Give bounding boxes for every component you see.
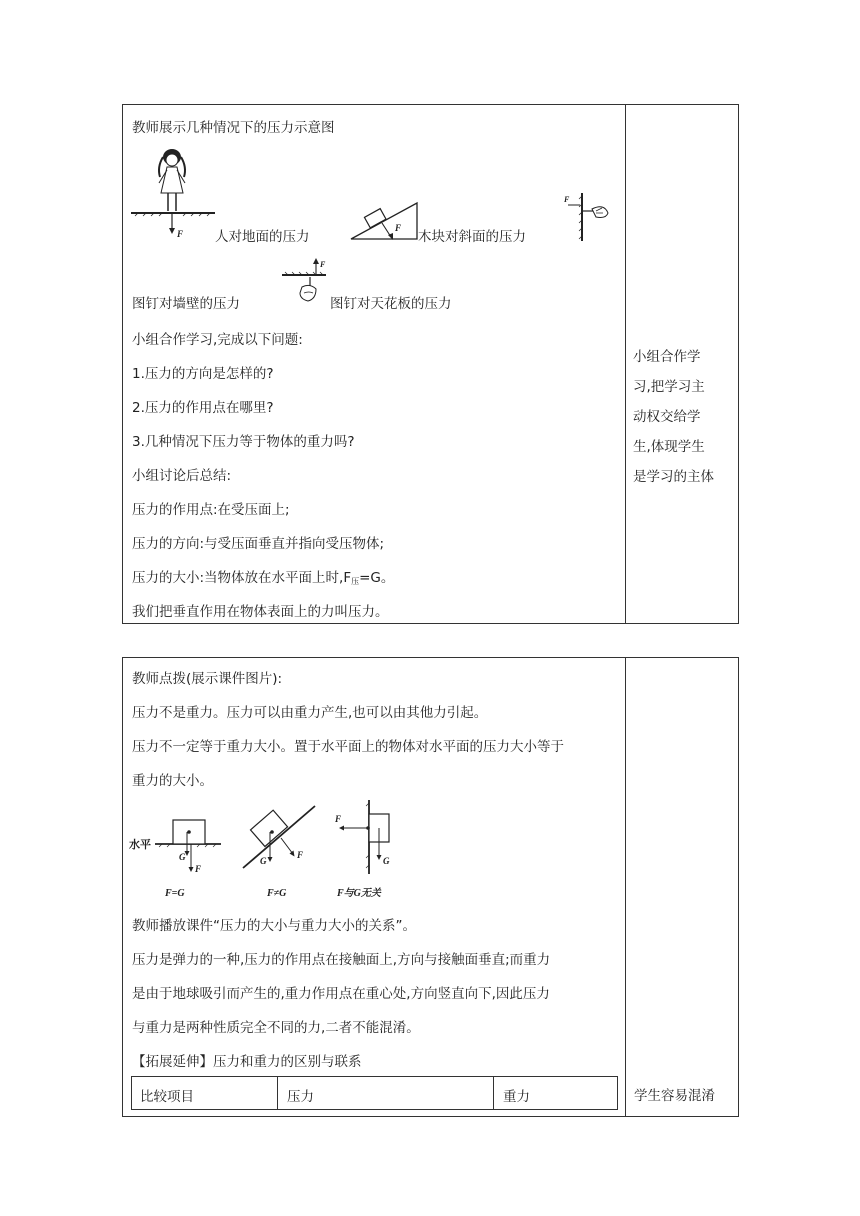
comparison-divider [277, 1077, 278, 1109]
column-divider [625, 105, 626, 623]
f-label: F [195, 864, 202, 874]
force-comparison-figure [129, 798, 409, 903]
svg-text:F: F [177, 229, 184, 238]
question-2: 2.压力的作用点在哪里? [132, 400, 274, 416]
pressure-subscript: 压 [351, 577, 360, 586]
person-pressure-figure [129, 143, 219, 238]
lesson-table-1 [122, 104, 739, 624]
explanation-line-2: 是由于地球吸引而产生的,重力作用点在重心处,方向竖直向下,因此压力 [132, 986, 550, 1002]
courseware-line: 教师播放课件“压力的大小与重力大小的关系”。 [132, 918, 416, 934]
question-3: 3.几种情况下压力等于物体的重力吗? [132, 434, 355, 450]
summary-intro: 小组讨论后总结: [132, 468, 232, 484]
side-note-2: 学生容易混淆 [634, 1088, 715, 1104]
wall-nail-figure [562, 191, 617, 243]
unrelated-label: F与G无关 [337, 888, 381, 899]
horizontal-label: 水平 [129, 838, 151, 851]
gravity-header: 重力 [503, 1089, 530, 1105]
explanation-line-3: 与重力是两种性质完全不同的力,二者不能混淆。 [132, 1020, 420, 1036]
neq-label: F≠G [267, 888, 287, 899]
pressure-size-suffix: =G。 [359, 570, 395, 586]
svg-text:F: F [320, 260, 326, 269]
f-label: F [335, 814, 342, 824]
compare-item-header: 比较项目 [140, 1089, 194, 1105]
pressure-direction: 压力的方向:与受压面垂直并指向受压物体; [132, 536, 385, 552]
not-gravity-line: 压力不是重力。压力可以由重力产生,也可以由其他力引起。 [132, 705, 488, 721]
extension-heading: 【拓展延伸】压力和重力的区别与联系 [132, 1054, 362, 1070]
comparison-table [131, 1076, 618, 1110]
group-intro: 小组合作学习,完成以下问题: [132, 332, 303, 348]
section2-heading: 教师点拨(展示课件图片): [132, 671, 283, 687]
explanation-line-1: 压力是弹力的一种,压力的作用点在接触面上,方向与接触面垂直;而重力 [132, 952, 551, 968]
not-equal-line-cont: 重力的大小。 [132, 773, 213, 789]
column-divider [625, 658, 626, 1116]
lesson-table-2 [122, 657, 739, 1117]
g-label: G [383, 856, 390, 866]
side-line: 动权交给学 [633, 409, 701, 425]
pressure-definition: 我们把垂直作用在物体表面上的力叫压力。 [132, 604, 389, 620]
g-label: G [260, 856, 267, 866]
side-line: 习,把学习主 [633, 379, 705, 395]
f-label: F [297, 850, 304, 860]
section1-heading: 教师展示几种情况下的压力示意图 [132, 120, 335, 136]
side-note-1 [633, 342, 733, 492]
point-of-action: 压力的作用点:在受压面上; [132, 502, 290, 518]
side-line: 小组合作学 [633, 349, 701, 365]
not-equal-line: 压力不一定等于重力大小。置于水平面上的物体对水平面的压力大小等于 [132, 739, 564, 755]
person-pressure-label: 人对地面的压力 [215, 229, 310, 245]
slope-pressure-label: 木块对斜面的压力 [418, 229, 526, 245]
g-label: G [179, 852, 186, 862]
svg-text:F: F [564, 195, 570, 204]
ceiling-nail-label: 图钉对天花板的压力 [330, 296, 452, 312]
wall-nail-label: 图钉对墙壁的压力 [132, 296, 240, 312]
eq-label: F=G [165, 888, 185, 899]
pressure-size [132, 566, 394, 587]
svg-text:F: F [395, 223, 402, 233]
comparison-divider [493, 1077, 494, 1109]
side-line: 是学习的主体 [633, 469, 714, 485]
side-line: 生,体现学生 [633, 439, 705, 455]
slope-pressure-figure [349, 197, 421, 243]
pressure-header: 压力 [287, 1089, 314, 1105]
question-1: 1.压力的方向是怎样的? [132, 366, 274, 382]
pressure-size-prefix: 压力的大小:当物体放在水平面上时,F [132, 570, 352, 586]
ceiling-nail-figure [280, 257, 330, 309]
